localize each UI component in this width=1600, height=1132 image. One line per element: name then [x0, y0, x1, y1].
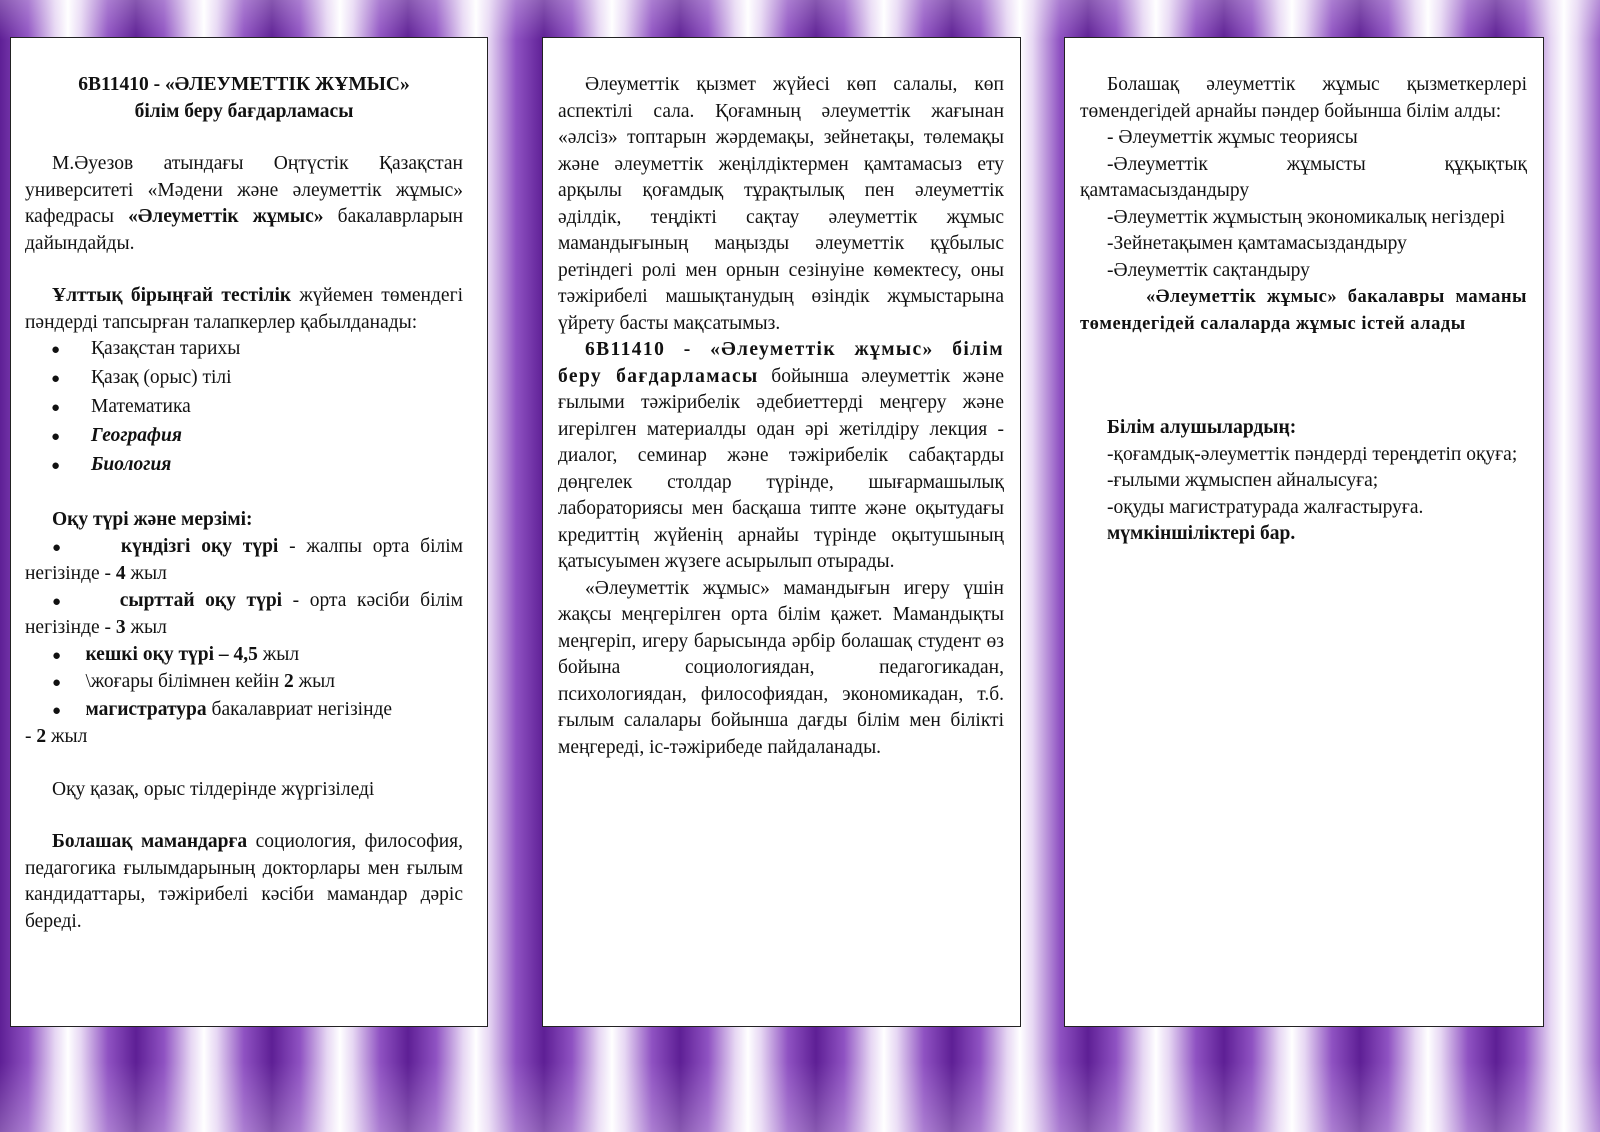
admission-text: Ұлттық бірыңғай тестілік жүйемен төмендегі пәндерді тапсырған талапкерлер қабылданады: [25, 285, 463, 333]
study-form-distance: ● сырттай оқу түрі - орта кәсіби білім негізінде - 3 жыл [25, 589, 463, 638]
list-item: - Әлеуметтік жұмыс теориясы [1107, 127, 1358, 148]
list-item: -Әлеуметтік жұмысты құқықтық қамтамасыздандыру [1080, 153, 1527, 201]
career-statement: «Әлеуметтік жұмыс» бакалавры маманы төмендегідей салаларда жұмыс істей алады [1080, 287, 1527, 334]
specialty-requirements-paragraph: «Әлеуметтік жұмыс» мамандығын игеру үшін жақсы меңгерілген орта білім қажет. Мамандықты меңгеріп, игеру барысында әрбір болашақ студент өз бойына социологиядан, педагогикадан, психологиядан, философиядан, экономикадан, т.б. ғылым салалары бойынша дағды білім мен білікті меңгереді, іс-тәжірибеде пайдаланады. [558, 577, 1004, 758]
list-item: -оқуды магистратурада жалғастыруға. [1107, 496, 1424, 518]
study-form-masters: ● магистратура бакалавриат негізінде [52, 698, 393, 720]
list-item: ● Қазақстан тарихы [25, 336, 463, 364]
brochure-panel-middle [542, 37, 1021, 1027]
list-item: -қоғамдық-әлеуметтік пәндерді тереңдетіп оқуға; [1107, 443, 1518, 465]
list-item: -Зейнетақымен қамтамасыздандыру [1107, 233, 1407, 254]
list-item: -ғылыми жұмыспен айналысуға; [1107, 470, 1379, 491]
opportunities-closing: мүмкіншіліктері бар. [1107, 523, 1296, 544]
bullet-icon: ● [51, 371, 61, 387]
study-form-masters-duration: - 2 жыл [25, 726, 88, 747]
social-service-paragraph: Әлеуметтік қызмет жүйесі көп салалы, көп аспектілі сала. Қоғамның әлеуметтік жағынан «әлсіз» топтарын жәрдемақы, зейнетақы, төлемақы және әлеуметтік жеңілдіктермен қамтамасыз ету арқылы қоғамдық тұрақтылық пен әлеуметтік әділдік, теңдікті сақтау әлеуметтік жұмыс мамандығының маңызды әлеуметтік құбылыс ретіндегі ролі мен орнын сезінуіне көмектесу, оны тәжірибелі машықтанудың өзіндік жұмыстарына үйрету басты мақсатымыз. [558, 74, 1004, 334]
special-courses-intro: Болашақ әлеуметтік жұмыс қызметкерлері төмендегідей арнайы пәндер бойынша білім алды: [1080, 74, 1527, 122]
bullet-icon: ● [52, 539, 67, 556]
bullet-icon: ● [52, 675, 62, 691]
bullet-icon: ● [51, 458, 61, 474]
background-top-shade [0, 0, 1600, 40]
students-heading: Білім алушылардың: [1107, 417, 1297, 438]
university-intro: М.Әуезов атындағы Оңтүстік Қазақстан университеті «Мәдени және әлеуметтік жұмыс» кафедрасы «Әлеуметтік жұмыс» бакалаврларын дайындайды. [25, 153, 464, 254]
bullet-icon: ● [52, 593, 67, 610]
study-forms-heading: Оқу түрі және мерзімі: [52, 509, 253, 530]
list-item: ● География [25, 423, 463, 451]
study-form-fulltime: ● күндізгі оқу түрі - жалпы орта білім негізінде - 4 жыл [25, 535, 464, 584]
bullet-icon: ● [51, 429, 61, 445]
program-title: 6В11410 - «ӘЛЕУМЕТТІК ЖҰМЫС» [78, 74, 410, 95]
list-item: ● Қазақ (орыс) тілі [25, 365, 463, 393]
bullet-icon: ● [51, 342, 61, 358]
list-item: ● Биология [25, 452, 463, 480]
list-item: -Әлеуметтік сақтандыру [1107, 259, 1310, 281]
background-bottom-shade [0, 1062, 1600, 1132]
brochure-panel-right [1064, 37, 1544, 1027]
bullet-icon: ● [51, 400, 61, 416]
bullet-icon: ● [52, 702, 62, 719]
teachers-text: Болашақ мамандарға социология, философия, педагогика ғылымдарының докторлары мен ғылым кандидаттары, тәжірибелі кәсіби мамандар дәріс береді. [25, 831, 463, 932]
program-methods-paragraph: 6В11410 - «Әлеуметтік жұмыс» білім беру бағдарламасы бойынша әлеуметтік және ғылыми тәжірибелік әдебиеттерді меңгеру және игерілген материалды одан әрі жетілдіру лекция - диалог, семинар және тәжірибелік сабақтарды дөңгелек столдар түрінде, шығармашылық лабораториясы мен басқаша типте және оқытудағы кредиттің жүйенің арнайы түрінде оқытушының қатысуымен жүзеге асырылып отырады. [558, 339, 1004, 572]
study-form-evening: ● кешкі оқу түрі – 4,5 жыл [52, 643, 300, 665]
bullet-icon: ● [52, 647, 62, 664]
study-form-second-degree: ● \жоғары білімнен кейін 2 жыл [52, 671, 335, 692]
language-of-instruction: Оқу қазақ, орыс тілдерінде жүргізіледі [52, 778, 375, 800]
list-item: ● Математика [25, 394, 463, 422]
list-item: -Әлеуметтік жұмыстың экономикалық негіздері [1107, 206, 1506, 228]
program-subtitle: білім беру бағдарламасы [134, 100, 354, 122]
entrance-subjects-list [25, 336, 463, 480]
brochure-panel-left [10, 37, 488, 1027]
